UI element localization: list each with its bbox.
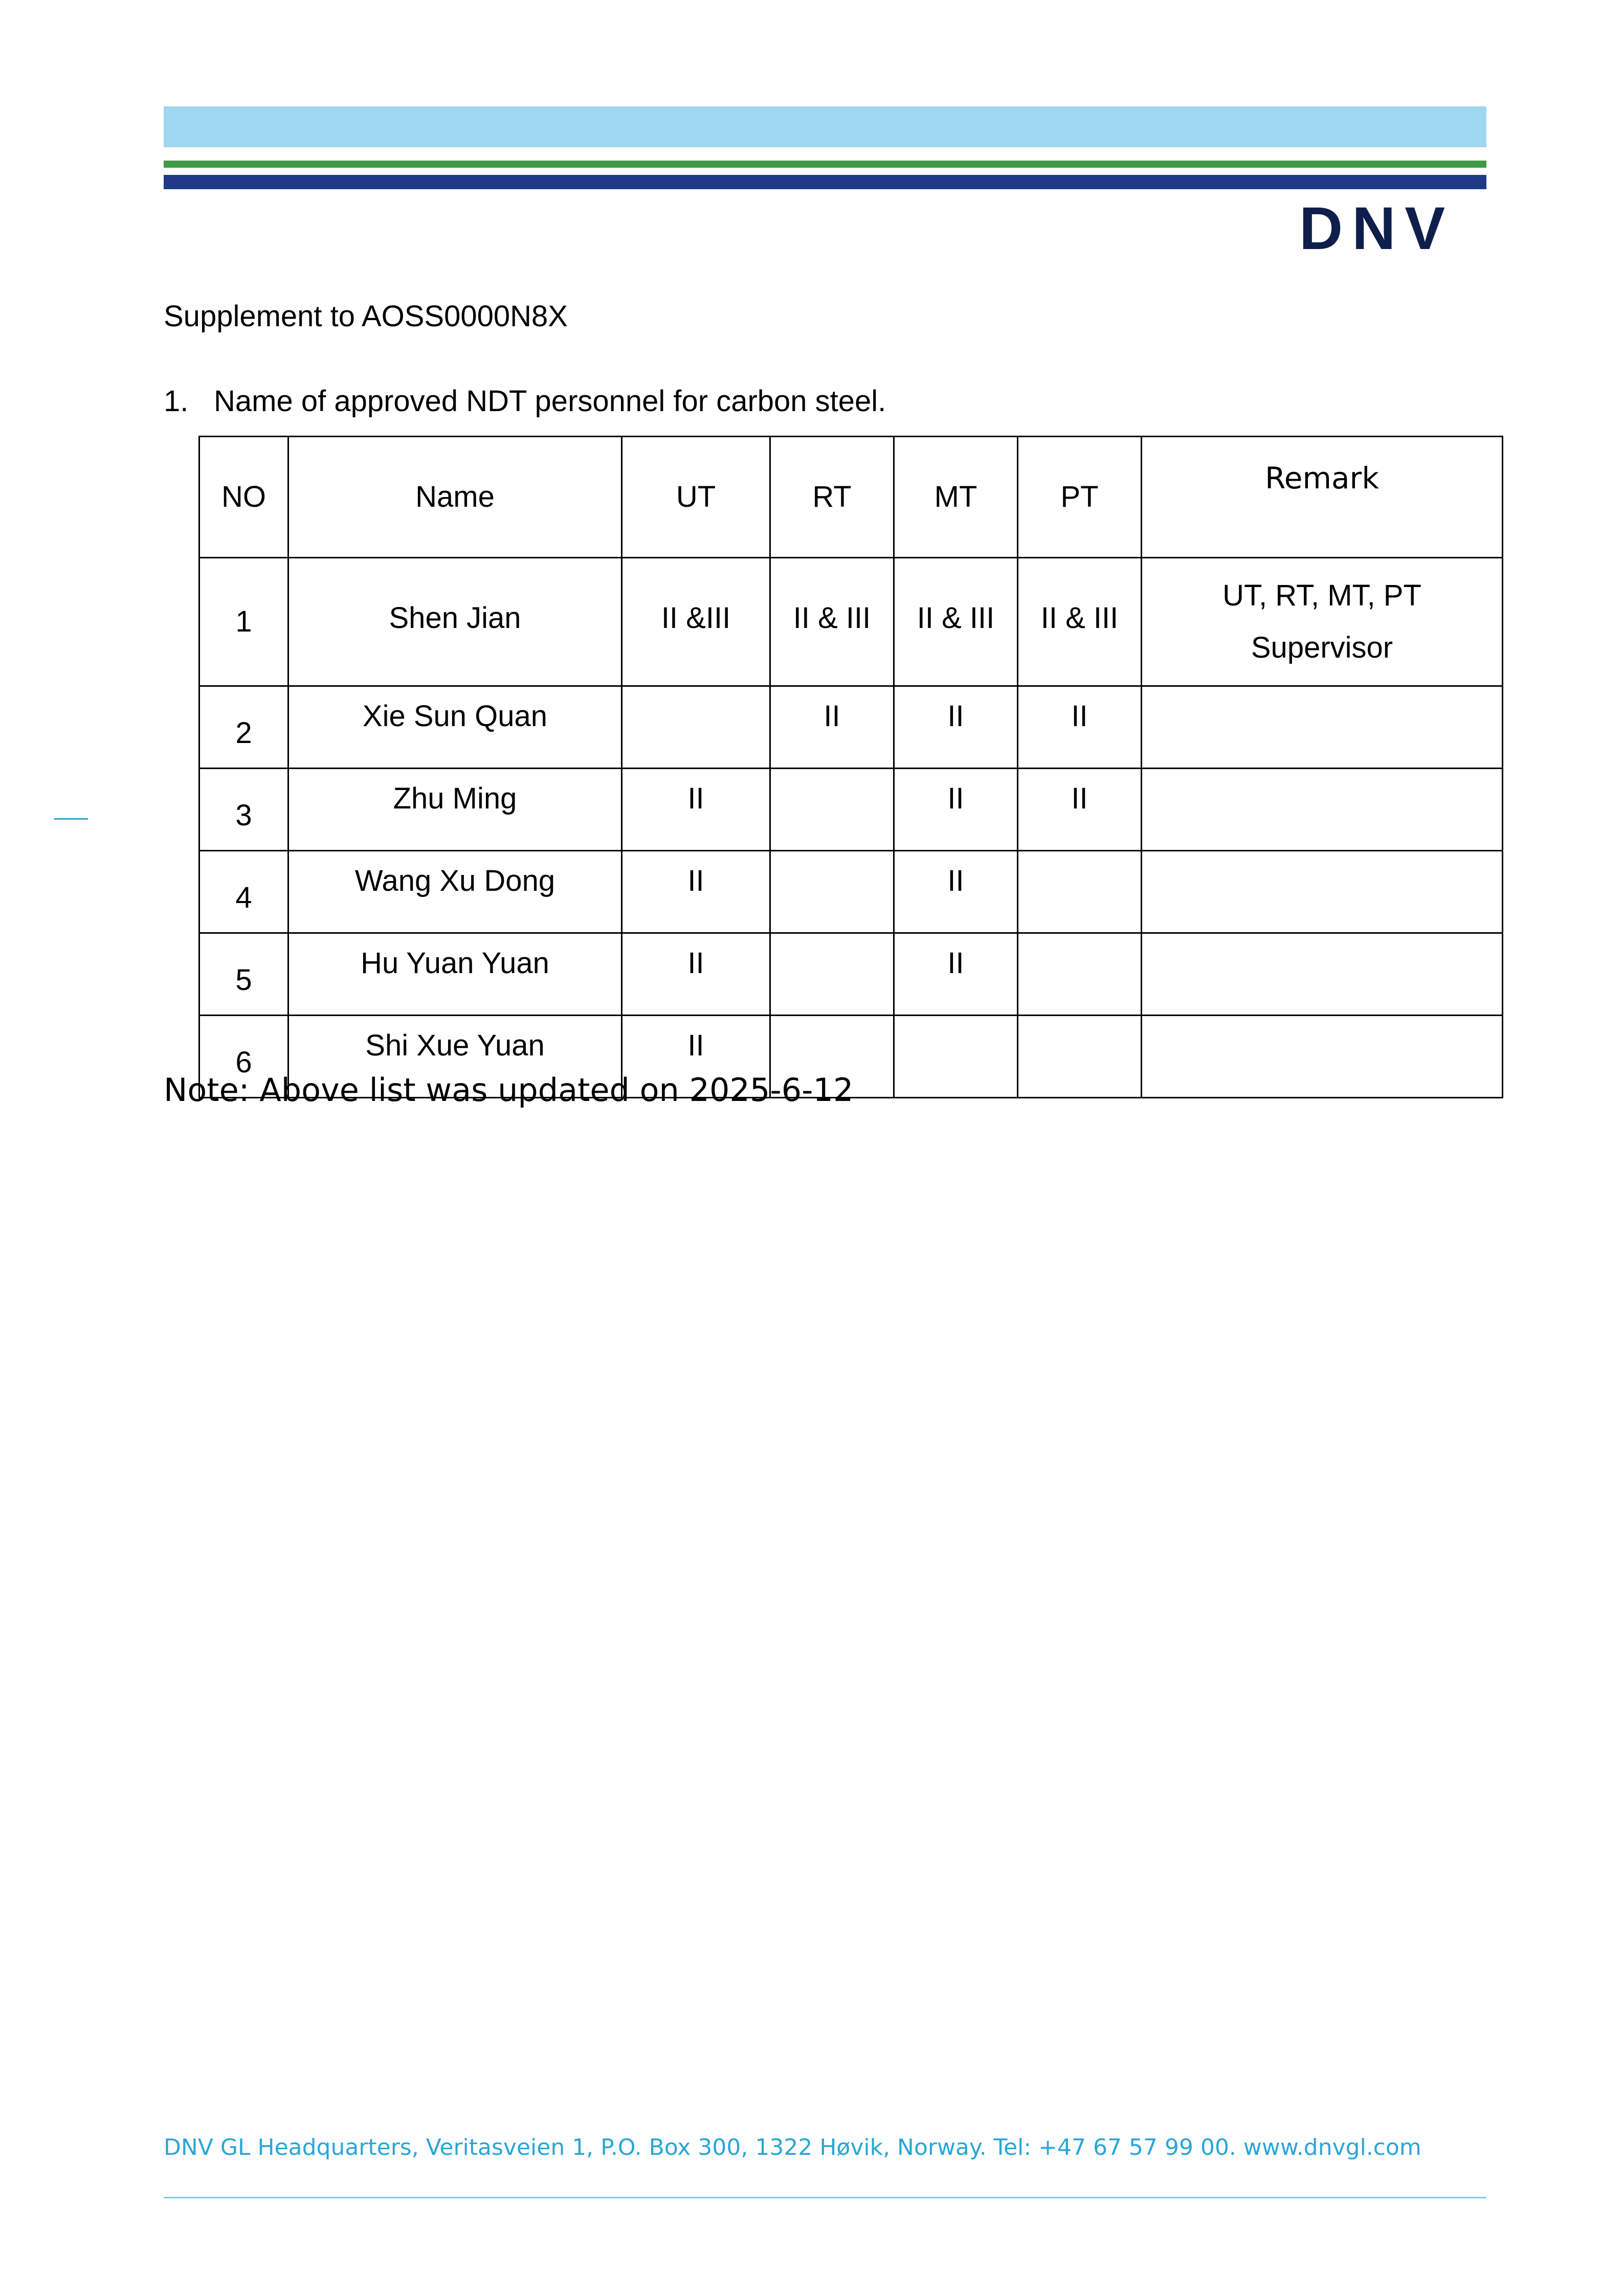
footer-address: DNV GL Headquarters, Veritasveien 1, P.O. Box 300, 1322 Høvik, Norway. Tel: +47 67 57 99 00. www.dnvgl.com — [164, 2134, 1421, 2160]
table-row — [199, 933, 1503, 1016]
table-header-row — [199, 437, 1503, 558]
cell-pt — [1018, 851, 1142, 933]
cell-rt: II — [770, 686, 894, 769]
cell-mt: II — [894, 686, 1018, 769]
header-pt: PT — [1018, 437, 1142, 558]
header-no: NO — [199, 437, 288, 558]
header-green-band — [164, 161, 1486, 168]
header-mt: MT — [894, 437, 1018, 558]
table-row — [199, 769, 1503, 851]
cell-no: 2 — [199, 686, 288, 769]
cell-rt — [770, 933, 894, 1016]
cell-pt: II & III — [1018, 558, 1142, 686]
cell-no: 1 — [199, 558, 288, 686]
header-light-band — [164, 106, 1486, 147]
cell-mt — [894, 1016, 1018, 1098]
supplement-heading: Supplement to AOSS0000N8X — [164, 300, 568, 333]
cell-mt: II & III — [894, 558, 1018, 686]
cell-name: Xie Sun Quan — [288, 686, 622, 769]
cell-name: Shi Xue Yuan — [288, 1016, 622, 1098]
cell-remark — [1142, 769, 1503, 851]
cell-ut: II &III — [622, 558, 770, 686]
table-row — [199, 686, 1503, 769]
cell-no: 5 — [199, 933, 288, 1016]
cell-name: Wang Xu Dong — [288, 851, 622, 933]
cell-remark — [1142, 1016, 1503, 1098]
cell-ut: II — [622, 933, 770, 1016]
cell-mt: II — [894, 851, 1018, 933]
header-remark: Remark — [1142, 437, 1503, 558]
cell-mt: II — [894, 769, 1018, 851]
cell-no: 6 — [199, 1016, 288, 1098]
ndt-personnel-table — [198, 436, 1503, 1098]
cell-pt — [1018, 1016, 1142, 1098]
section-heading — [164, 384, 886, 419]
cell-remark — [1142, 851, 1503, 933]
table-row — [199, 558, 1503, 686]
cell-ut — [622, 686, 770, 769]
remark-line-1: UT, RT, MT, PT — [1222, 579, 1421, 612]
cell-remark — [1142, 933, 1503, 1016]
footer-rule — [164, 2197, 1486, 2198]
section-number: 1. — [164, 385, 189, 418]
table-row — [199, 851, 1503, 933]
cell-ut: II — [622, 851, 770, 933]
cell-name: Zhu Ming — [288, 769, 622, 851]
cell-remark — [1142, 686, 1503, 769]
cell-pt: II — [1018, 769, 1142, 851]
cell-rt — [770, 851, 894, 933]
cell-name: Hu Yuan Yuan — [288, 933, 622, 1016]
cell-pt: II — [1018, 686, 1142, 769]
header-name: Name — [288, 437, 622, 558]
dnv-logo — [1289, 194, 1475, 266]
header-navy-band — [164, 175, 1486, 189]
cell-pt — [1018, 933, 1142, 1016]
section-title: Name of approved NDT personnel for carbon steel. — [214, 385, 886, 418]
cell-ut: II — [622, 769, 770, 851]
logo-text: DNV — [1299, 195, 1455, 262]
cell-rt — [770, 769, 894, 851]
remark-line-2: Supervisor — [1251, 631, 1393, 664]
cell-remark — [1142, 558, 1503, 686]
cell-no: 4 — [199, 851, 288, 933]
cell-ut: II — [622, 1016, 770, 1098]
margin-mark — [54, 818, 88, 820]
header-rt: RT — [770, 437, 894, 558]
update-note: Note: Above list was updated on 2025-6-12 — [164, 1071, 854, 1109]
cell-name: Shen Jian — [288, 558, 622, 686]
cell-no: 3 — [199, 769, 288, 851]
header-ut: UT — [622, 437, 770, 558]
cell-rt: II & III — [770, 558, 894, 686]
cell-mt: II — [894, 933, 1018, 1016]
